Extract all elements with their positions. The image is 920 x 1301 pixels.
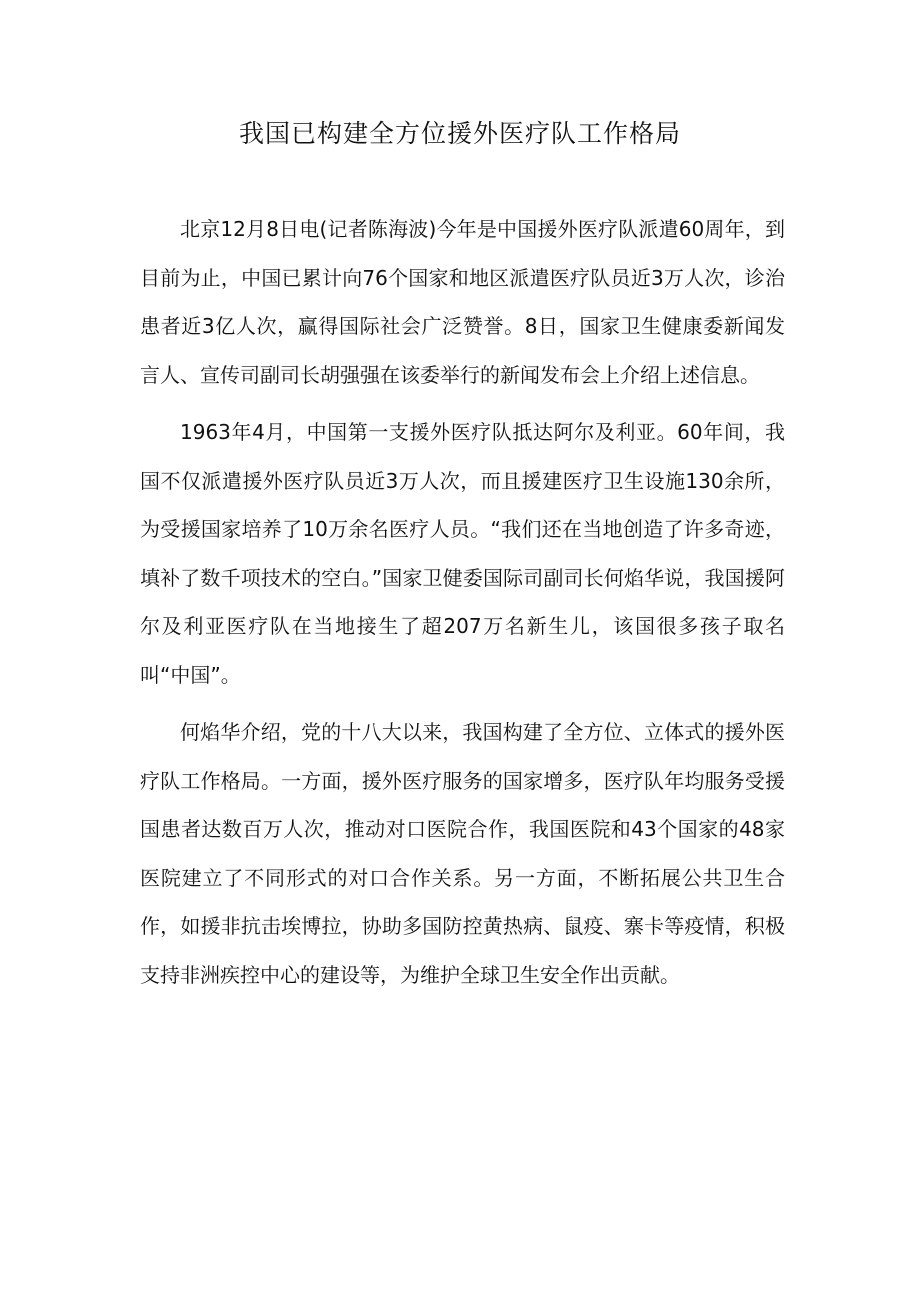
article-body bbox=[140, 205, 785, 999]
paragraph-1: 北京12月8日电(记者陈海波)今年是中国援外医疗队派遣60周年，到目前为止，中国已累计向76个国家和地区派遣医疗队员近3万人次，诊治患者近3亿人次，赢得国际社会广泛赞誉。8日，国家卫生健康委新闻发言人、宣传司副司长胡强强在该委举行的新闻发布会上介绍上述信息。 bbox=[140, 217, 785, 387]
document-title: 我国已构建全方位援外医疗队工作格局 bbox=[238, 119, 681, 148]
paragraph-3: 何焰华介绍，党的十八大以来，我国构建了全方位、立体式的援外医疗队工作格局。一方面，援外医疗服务的国家增多，医疗队年均服务受援国患者达数百万人次，推动对口医院合作，我国医院和43个国家的48家医院建立了不同形式的对口合作关系。另一方面，不断拓展公共卫生合作，如援非抗击埃博拉，协助多国防控黄热病、鼠疫、寨卡等疫情，积极支持非洲疾控中心的建设等，为维护全球卫生安全作出贡献。 bbox=[140, 720, 785, 987]
paragraph-2: 1963年4月，中国第一支援外医疗队抵达阿尔及利亚。60年间，我国不仅派遣援外医疗队员近3万人次，而且援建医疗卫生设施130余所，为受援国家培养了10万余名医疗人员。“我们还在当地创造了许多奇迹，填补了数千项技术的空白。”国家卫健委国际司副司长何焰华说，我国援阿尔及利亚医疗队在当地接生了超207万名新生儿，该国很多孩子取名叫“中国”。 bbox=[140, 420, 785, 687]
